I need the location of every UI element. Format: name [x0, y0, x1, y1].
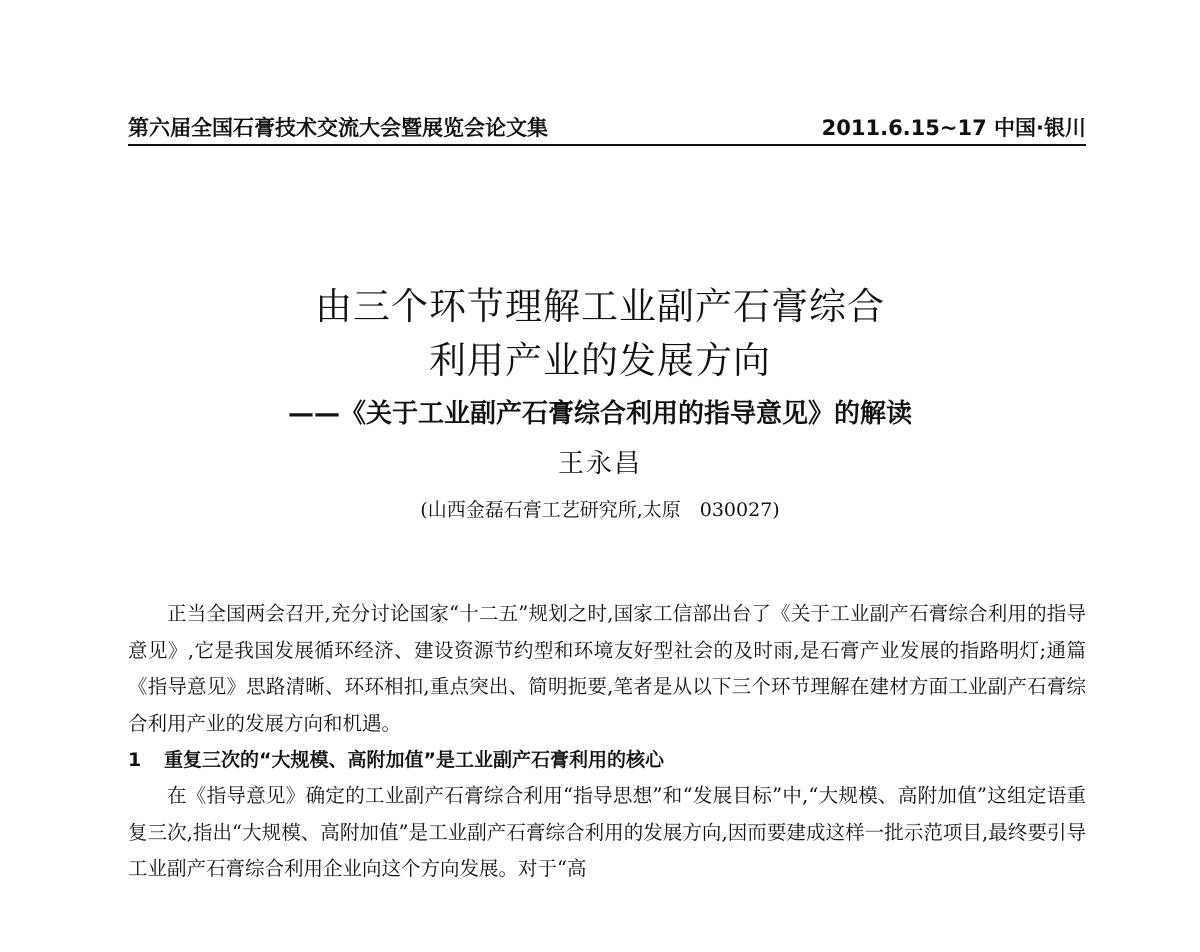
running-header — [128, 108, 1086, 146]
paper-body — [128, 596, 1086, 888]
title-block — [0, 280, 1200, 530]
section-1-paragraph: 在《指导意见》确定的工业副产石膏综合利用“指导思想”和“发展目标”中,“大规模、高附加值”这组定语重复三次,指出“大规模、高附加值”是工业副产石膏综合利用的发展方向,因而要建成这样一批示范项目,最终要引导工业副产石膏综合利用企业向这个方向发展。对于“高 — [128, 784, 1086, 880]
proceedings-title: 第六届全国石膏技术交流大会暨展览会论文集 — [128, 116, 548, 140]
section-heading-1 — [128, 742, 1086, 778]
paper-title-line-1: 由三个环节理解工业副产石膏综合 — [315, 285, 885, 328]
section-number: 1 — [128, 749, 142, 771]
intro-paragraph: 正当全国两会召开,充分讨论国家“十二五”规划之时,国家工信部出台了《关于工业副产石膏综合利用的指导意见》,它是我国发展循环经济、建设资源节约型和环境友好型社会的及时雨,是石膏产业发展的指路明灯;通篇《指导意见》思路清晰、环环相扣,重点突出、简明扼要,笔者是从以下三个环节理解在建材方面工业副产石膏综合利用产业的发展方向和机遇。 — [128, 602, 1086, 735]
conference-date-place: 2011.6.15~17 中国·银川 — [821, 116, 1086, 140]
author-affiliation: (山西金磊石膏工艺研究所,太原 030027) — [420, 499, 780, 521]
author-name: 王永昌 — [557, 449, 642, 479]
paper-title-line-2: 利用产业的发展方向 — [429, 339, 771, 382]
paper-subtitle: ——《关于工业副产石膏综合利用的指导意见》的解读 — [287, 399, 912, 429]
section-title: 重复三次的“大规模、高附加值”是工业副产石膏利用的核心 — [164, 749, 664, 771]
